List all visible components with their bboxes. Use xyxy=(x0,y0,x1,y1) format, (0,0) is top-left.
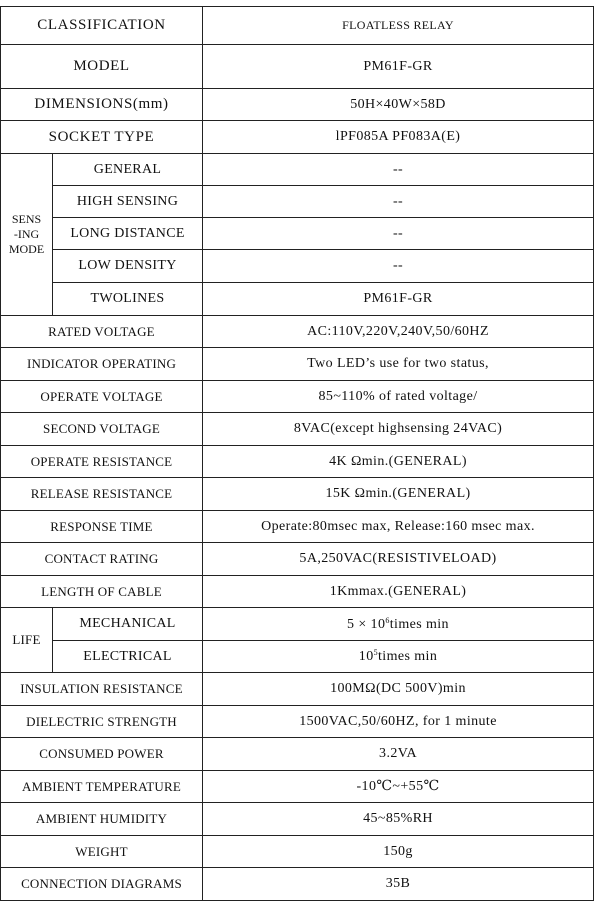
model-value: PM61F-GR xyxy=(203,45,594,89)
weight-value: 150g xyxy=(203,836,594,868)
table-row xyxy=(1,413,594,446)
sensing-general-label: GENERAL xyxy=(53,154,203,186)
ambient-humidity-value: 45~85%RH xyxy=(203,803,594,836)
insulation-resistance-value: 100MΩ(DC 500V)min xyxy=(203,673,594,706)
weight-label: WEIGHT xyxy=(1,836,203,868)
indicator-operating-value: Two LED’s use for two status, xyxy=(203,348,594,381)
table-row xyxy=(1,381,594,413)
contact-rating-value: 5A,250VAC(RESISTIVELOAD) xyxy=(203,543,594,576)
model-label: MODEL xyxy=(1,45,203,89)
table-row xyxy=(1,186,594,218)
table-row xyxy=(1,250,594,283)
response-time-label: RESPONSE TIME xyxy=(1,511,203,543)
operate-resistance-value: 4K Ωmin.(GENERAL) xyxy=(203,446,594,478)
life-electrical-value-suffix: times min xyxy=(378,649,438,664)
operate-voltage-label: OPERATE VOLTAGE xyxy=(1,381,203,413)
sensing-mode-group-label xyxy=(1,154,53,316)
sensing-low-density-label: LOW DENSITY xyxy=(53,250,203,283)
sensing-mode-line-1: SENS xyxy=(11,212,42,226)
table-row xyxy=(1,478,594,511)
classification-label: CLASSIFICATION xyxy=(1,7,203,45)
table-row xyxy=(1,706,594,738)
table-row xyxy=(1,511,594,543)
table-row xyxy=(1,283,594,316)
dimensions-label: DIMENSIONS(mm) xyxy=(1,89,203,121)
table-row xyxy=(1,803,594,836)
life-electrical-value-exponent: 5 xyxy=(373,648,379,657)
table-row xyxy=(1,868,594,901)
length-of-cable-value: 1Kmmax.(GENERAL) xyxy=(203,576,594,608)
dielectric-strength-value: 1500VAC,50/60HZ, for 1 minute xyxy=(203,706,594,738)
release-resistance-label: RELEASE RESISTANCE xyxy=(1,478,203,511)
table-row xyxy=(1,543,594,576)
sensing-low-density-value: -- xyxy=(203,250,594,283)
table-row xyxy=(1,738,594,771)
table-row xyxy=(1,836,594,868)
sensing-mode-line-2: -ING xyxy=(13,227,40,241)
table-row xyxy=(1,218,594,250)
table-row xyxy=(1,89,594,121)
dielectric-strength-label: DIELECTRIC STRENGTH xyxy=(1,706,203,738)
table-row xyxy=(1,154,594,186)
life-group-label: LIFE xyxy=(1,608,53,673)
operate-resistance-label: OPERATE RESISTANCE xyxy=(1,446,203,478)
table-row xyxy=(1,316,594,348)
release-resistance-value: 15K Ωmin.(GENERAL) xyxy=(203,478,594,511)
table-row xyxy=(1,45,594,89)
table-row xyxy=(1,121,594,154)
response-time-value: Operate:80msec max, Release:160 msec max. xyxy=(203,511,594,543)
life-electrical-value-prefix: 10 xyxy=(358,649,374,664)
indicator-operating-label: INDICATOR OPERATING xyxy=(1,348,203,381)
table-row xyxy=(1,576,594,608)
table-row xyxy=(1,7,594,45)
life-electrical-label: ELECTRICAL xyxy=(53,641,203,673)
sensing-twolines-label: TWOLINES xyxy=(53,283,203,316)
table-row xyxy=(1,771,594,803)
sensing-high-label: HIGH SENSING xyxy=(53,186,203,218)
insulation-resistance-label: INSULATION RESISTANCE xyxy=(1,673,203,706)
sensing-long-distance-label: LONG DISTANCE xyxy=(53,218,203,250)
sensing-general-value: -- xyxy=(203,154,594,186)
life-mechanical-label: MECHANICAL xyxy=(53,608,203,641)
life-mechanical-value xyxy=(203,608,594,641)
spec-table xyxy=(0,6,594,901)
length-of-cable-label: LENGTH OF CABLE xyxy=(1,576,203,608)
table-row xyxy=(1,446,594,478)
life-mechanical-value-exponent: 6 xyxy=(385,615,390,625)
ambient-temperature-label: AMBIENT TEMPERATURE xyxy=(1,771,203,803)
operate-voltage-value: 85~110% of rated voltage/ xyxy=(203,381,594,413)
sensing-twolines-value: PM61F-GR xyxy=(203,283,594,316)
dimensions-value: 50H×40W×58D xyxy=(203,89,594,121)
connection-diagrams-value: 35B xyxy=(203,868,594,901)
table-row xyxy=(1,608,594,641)
rated-voltage-label: RATED VOLTAGE xyxy=(1,316,203,348)
table-row xyxy=(1,348,594,381)
connection-diagrams-label: CONNECTION DIAGRAMS xyxy=(1,868,203,901)
rated-voltage-value: AC:110V,220V,240V,50/60HZ xyxy=(203,316,594,348)
life-electrical-value xyxy=(203,641,594,673)
consumed-power-value: 3.2VA xyxy=(203,738,594,771)
table-row xyxy=(1,641,594,673)
socket-type-value: lPF085A PF083A(E) xyxy=(203,121,594,154)
ambient-humidity-label: AMBIENT HUMIDITY xyxy=(1,803,203,836)
socket-type-label: SOCKET TYPE xyxy=(1,121,203,154)
sensing-high-value: -- xyxy=(203,186,594,218)
table-row xyxy=(1,673,594,706)
ambient-temperature-value: -10℃~+55℃ xyxy=(203,771,594,803)
contact-rating-label: CONTACT RATING xyxy=(1,543,203,576)
second-voltage-value: 8VAC(except highsensing 24VAC) xyxy=(203,413,594,446)
classification-value: FLOATLESS RELAY xyxy=(203,7,594,45)
life-mechanical-value-prefix: 5 × 10 xyxy=(347,616,386,632)
consumed-power-label: CONSUMED POWER xyxy=(1,738,203,771)
second-voltage-label: SECOND VOLTAGE xyxy=(1,413,203,446)
life-mechanical-value-suffix: times min xyxy=(389,616,449,632)
sensing-mode-line-3: MODE xyxy=(8,242,45,256)
sensing-long-distance-value: -- xyxy=(203,218,594,250)
